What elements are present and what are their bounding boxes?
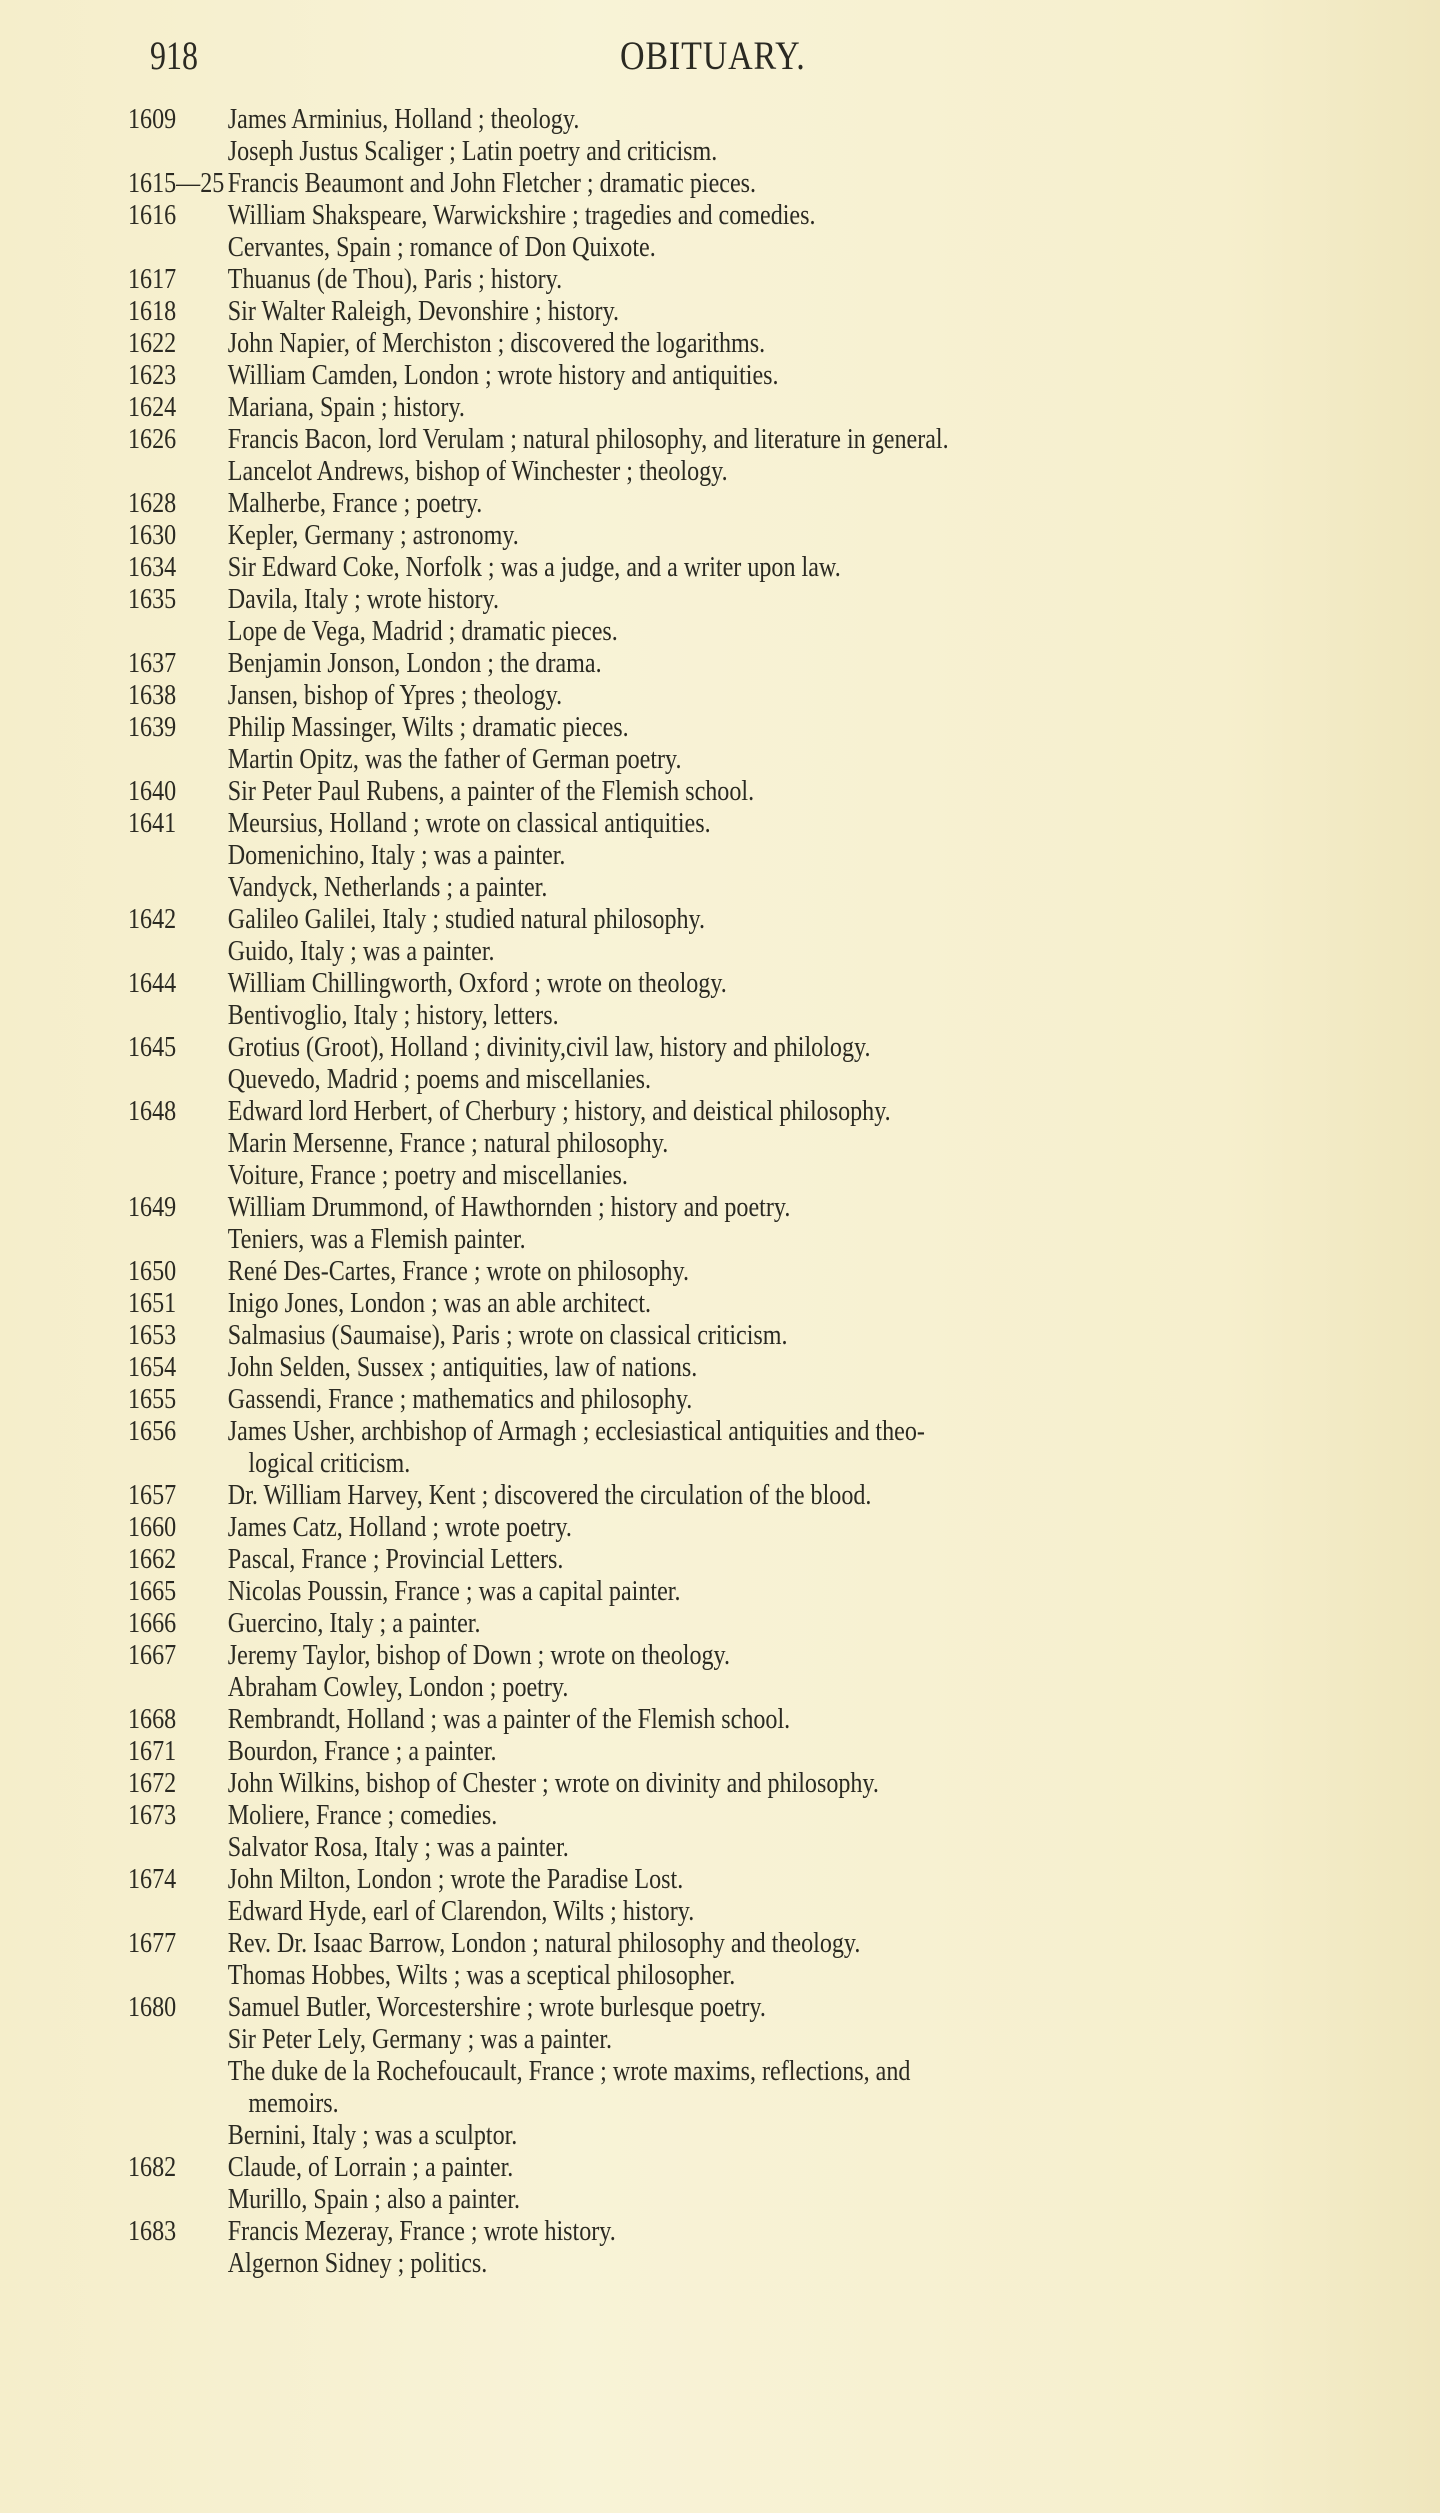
- obituary-entry: [128, 584, 1194, 616]
- obituary-entry: [128, 744, 1194, 776]
- entry-year: 1645: [128, 1032, 177, 1063]
- entry-text: Voiture, France ; poetry and miscellanies.: [227, 1160, 628, 1191]
- entry-year: 1680: [128, 1992, 177, 2023]
- entry-text: John Wilkins, bishop of Chester ; wrote on divinity and philosophy.: [227, 1768, 879, 1799]
- entry-text: Cervantes, Spain ; romance of Don Quixote.: [227, 232, 656, 263]
- entry-text: Edward Hyde, earl of Clarendon, Wilts ; history.: [227, 1896, 695, 1927]
- entry-text: Davila, Italy ; wrote history.: [227, 584, 500, 615]
- entry-text: William Camden, London ; wrote history and antiquities.: [227, 360, 779, 391]
- obituary-entry: [128, 2216, 1194, 2248]
- entry-text: Sir Edward Coke, Norfolk ; was a judge, and a writer upon law.: [227, 552, 841, 583]
- entry-text: Meursius, Holland ; wrote on classical antiquities.: [227, 808, 711, 839]
- obituary-entry: [128, 2056, 1194, 2088]
- obituary-entry: [128, 392, 1194, 424]
- obituary-entry: [128, 1384, 1194, 1416]
- entry-year: 1666: [128, 1608, 177, 1639]
- obituary-entry: [128, 1896, 1194, 1928]
- entry-text: Thomas Hobbes, Wilts ; was a sceptical philosopher.: [227, 1960, 736, 1991]
- obituary-entry: [128, 104, 1194, 136]
- obituary-entry: [128, 712, 1194, 744]
- obituary-entry: [128, 1672, 1194, 1704]
- obituary-entry: [128, 1416, 1194, 1448]
- entry-text: Bernini, Italy ; was a sculptor.: [227, 2120, 518, 2151]
- entry-text: Lope de Vega, Madrid ; dramatic pieces.: [227, 616, 618, 647]
- obituary-entry: [128, 680, 1194, 712]
- entry-text: Dr. William Harvey, Kent ; discovered the circulation of the blood.: [227, 1480, 872, 1511]
- entry-year: 1650: [128, 1256, 177, 1287]
- page-header: [150, 32, 1300, 82]
- obituary-entry: [128, 1320, 1194, 1352]
- entry-year: 1644: [128, 968, 177, 999]
- page-number: 918: [150, 33, 198, 78]
- entry-text: Mariana, Spain ; history.: [227, 392, 465, 423]
- entry-text: Guido, Italy ; was a painter.: [227, 936, 495, 967]
- obituary-entry: [128, 776, 1194, 808]
- obituary-entry: [128, 2088, 1194, 2120]
- entry-text: John Napier, of Merchiston ; discovered the logarithms.: [227, 328, 766, 359]
- entry-text: Francis Bacon, lord Verulam ; natural philosophy, and literature in general.: [227, 424, 949, 455]
- entry-year: 1640: [128, 776, 177, 807]
- entry-text: Benjamin Jonson, London ; the drama.: [227, 648, 602, 679]
- entry-text: Salvator Rosa, Italy ; was a painter.: [227, 1832, 569, 1863]
- obituary-entry: [128, 1032, 1194, 1064]
- entry-year: 1671: [128, 1736, 177, 1767]
- obituary-entry: [128, 872, 1194, 904]
- entry-year: 1618: [128, 296, 177, 327]
- obituary-entry: [128, 2184, 1194, 2216]
- entry-text: memoirs.: [248, 2088, 339, 2119]
- obituary-entry: [128, 1160, 1194, 1192]
- entry-text: Claude, of Lorrain ; a painter.: [227, 2152, 514, 2183]
- entry-text: Rembrandt, Holland ; was a painter of the Flemish school.: [227, 1704, 791, 1735]
- entry-text: James Catz, Holland ; wrote poetry.: [227, 1512, 572, 1543]
- entry-text: James Arminius, Holland ; theology.: [227, 104, 580, 135]
- obituary-entry: [128, 2152, 1194, 2184]
- entry-text: Marin Mersenne, France ; natural philosophy.: [227, 1128, 669, 1159]
- entry-text: Samuel Butler, Worcestershire ; wrote burlesque poetry.: [227, 1992, 766, 2023]
- entry-text: Sir Peter Paul Rubens, a painter of the Flemish school.: [227, 776, 755, 807]
- entry-text: Bourdon, France ; a painter.: [227, 1736, 497, 1767]
- entry-year: 1656: [128, 1416, 177, 1447]
- entry-text: Kepler, Germany ; astronomy.: [227, 520, 519, 551]
- entry-year: 1622: [128, 328, 177, 359]
- entry-year: 1672: [128, 1768, 177, 1799]
- obituary-entry: [128, 2120, 1194, 2152]
- entry-text: William Shakspeare, Warwickshire ; tragedies and comedies.: [227, 200, 816, 231]
- obituary-entry: [128, 1736, 1194, 1768]
- obituary-entry: [128, 616, 1194, 648]
- entry-text: Lancelot Andrews, bishop of Winchester ; theology.: [227, 456, 728, 487]
- entry-text: John Selden, Sussex ; antiquities, law of nations.: [227, 1352, 698, 1383]
- obituary-entry: [128, 1864, 1194, 1896]
- entry-text: Francis Beaumont and John Fletcher ; dramatic pieces.: [227, 168, 757, 199]
- obituary-entry: [128, 1800, 1194, 1832]
- obituary-entry: [128, 1576, 1194, 1608]
- obituary-entry: [128, 2248, 1194, 2280]
- obituary-entry: [128, 520, 1194, 552]
- entry-text: Inigo Jones, London ; was an able architect.: [227, 1288, 652, 1319]
- entry-text: logical criticism.: [248, 1448, 411, 1479]
- entry-text: Domenichino, Italy ; was a painter.: [227, 840, 566, 871]
- running-title: OBITUARY.: [620, 33, 806, 78]
- entry-text: Philip Massinger, Wilts ; dramatic pieces.: [227, 712, 629, 743]
- obituary-entry: [128, 1352, 1194, 1384]
- entry-year: 1683: [128, 2216, 177, 2247]
- obituary-entry: [128, 1832, 1194, 1864]
- entry-text: Jansen, bishop of Ypres ; theology.: [227, 680, 563, 711]
- entry-year: 1668: [128, 1704, 177, 1735]
- entry-year: 1662: [128, 1544, 177, 1575]
- entry-text: Vandyck, Netherlands ; a painter.: [227, 872, 548, 903]
- entry-year: 1648: [128, 1096, 177, 1127]
- entry-text: Rev. Dr. Isaac Barrow, London ; natural philosophy and theology.: [227, 1928, 861, 1959]
- entry-text: Sir Walter Raleigh, Devonshire ; history.: [227, 296, 620, 327]
- obituary-entry: [128, 552, 1194, 584]
- entry-year: 1654: [128, 1352, 177, 1383]
- obituary-entry: [128, 808, 1194, 840]
- entry-text: Jeremy Taylor, bishop of Down ; wrote on theology.: [227, 1640, 731, 1671]
- obituary-entry: [128, 1224, 1194, 1256]
- obituary-entry: [128, 1640, 1194, 1672]
- obituary-entry: [128, 1448, 1194, 1480]
- entry-year: 1626: [128, 424, 177, 455]
- entry-text: Teniers, was a Flemish painter.: [227, 1224, 526, 1255]
- entry-year: 1655: [128, 1384, 177, 1415]
- entry-year: 1667: [128, 1640, 177, 1671]
- entry-year: 1642: [128, 904, 177, 935]
- entry-year: 1677: [128, 1928, 177, 1959]
- obituary-entry: [128, 1000, 1194, 1032]
- entry-text: Abraham Cowley, London ; poetry.: [227, 1672, 569, 1703]
- entry-year: 1616: [128, 200, 177, 231]
- entry-text: The duke de la Rochefoucault, France ; wrote maxims, reflections, and: [227, 2056, 911, 2087]
- entry-year: 1628: [128, 488, 177, 519]
- obituary-entry: [128, 1992, 1194, 2024]
- entry-year: 1617: [128, 264, 177, 295]
- obituary-entry: [128, 1096, 1194, 1128]
- entry-year: 1653: [128, 1320, 177, 1351]
- entry-text: Pascal, France ; Provincial Letters.: [227, 1544, 564, 1575]
- obituary-entry: [128, 2024, 1194, 2056]
- obituary-entry: [128, 1288, 1194, 1320]
- entry-year: 1615—25: [128, 168, 225, 199]
- entry-year: 1660: [128, 1512, 177, 1543]
- entry-text: Grotius (Groot), Holland ; divinity,civil law, history and philology.: [227, 1032, 871, 1063]
- entry-text: John Milton, London ; wrote the Paradise Lost.: [227, 1864, 684, 1895]
- entry-year: 1630: [128, 520, 177, 551]
- entry-text: Gassendi, France ; mathematics and philosophy.: [227, 1384, 693, 1415]
- entry-year: 1624: [128, 392, 177, 423]
- obituary-entry: [128, 296, 1194, 328]
- entry-text: Algernon Sidney ; politics.: [227, 2248, 488, 2279]
- entry-year: 1674: [128, 1864, 177, 1895]
- obituary-entry: [128, 424, 1194, 456]
- obituary-entry: [128, 936, 1194, 968]
- obituary-entry: [128, 648, 1194, 680]
- obituary-entry: [128, 328, 1194, 360]
- entry-text: Nicolas Poussin, France ; was a capital painter.: [227, 1576, 681, 1607]
- obituary-entry: [128, 1256, 1194, 1288]
- entry-year: 1623: [128, 360, 177, 391]
- entry-year: 1634: [128, 552, 177, 583]
- entry-text: Edward lord Herbert, of Cherbury ; history, and deistical philosophy.: [227, 1096, 891, 1127]
- obituary-entry: [128, 1480, 1194, 1512]
- obituary-entry: [128, 1704, 1194, 1736]
- obituary-entry: [128, 968, 1194, 1000]
- obituary-entry: [128, 1608, 1194, 1640]
- obituary-entry: [128, 904, 1194, 936]
- obituary-entry: [128, 1064, 1194, 1096]
- obituary-entry: [128, 360, 1194, 392]
- entry-text: Moliere, France ; comedies.: [227, 1800, 498, 1831]
- obituary-entry: [128, 168, 1194, 200]
- obituary-entry: [128, 1128, 1194, 1160]
- entry-text: René Des-Cartes, France ; wrote on philosophy.: [227, 1256, 689, 1287]
- entry-text: Quevedo, Madrid ; poems and miscellanies.: [227, 1064, 652, 1095]
- entry-year: 1641: [128, 808, 177, 839]
- entry-text: Murillo, Spain ; also a painter.: [227, 2184, 521, 2215]
- obituary-entry: [128, 488, 1194, 520]
- obituary-entry: [128, 456, 1194, 488]
- entry-year: 1609: [128, 104, 177, 135]
- entry-text: Bentivoglio, Italy ; history, letters.: [227, 1000, 559, 1031]
- obituary-entry: [128, 264, 1194, 296]
- obituary-entry: [128, 232, 1194, 264]
- entry-text: Francis Mezeray, France ; wrote history.: [227, 2216, 616, 2247]
- entry-text: Guercino, Italy ; a painter.: [227, 1608, 481, 1639]
- entry-text: William Drummond, of Hawthornden ; history and poetry.: [227, 1192, 791, 1223]
- obituary-entry: [128, 1928, 1194, 1960]
- entry-year: 1649: [128, 1192, 177, 1223]
- obituary-entry: [128, 840, 1194, 872]
- entry-text: Sir Peter Lely, Germany ; was a painter.: [227, 2024, 613, 2055]
- entry-year: 1665: [128, 1576, 177, 1607]
- entry-text: Salmasius (Saumaise), Paris ; wrote on classical criticism.: [227, 1320, 788, 1351]
- obituary-list: [128, 104, 1368, 2280]
- entry-text: Malherbe, France ; poetry.: [227, 488, 483, 519]
- entry-year: 1638: [128, 680, 177, 711]
- entry-year: 1673: [128, 1800, 177, 1831]
- entry-text: William Chillingworth, Oxford ; wrote on theology.: [227, 968, 727, 999]
- obituary-entry: [128, 1768, 1194, 1800]
- entry-text: Martin Opitz, was the father of German poetry.: [227, 744, 682, 775]
- obituary-entry: [128, 1192, 1194, 1224]
- obituary-entry: [128, 1512, 1194, 1544]
- obituary-entry: [128, 200, 1194, 232]
- entry-text: Galileo Galilei, Italy ; studied natural philosophy.: [227, 904, 706, 935]
- entry-year: 1639: [128, 712, 177, 743]
- obituary-entry: [128, 1544, 1194, 1576]
- entry-year: 1651: [128, 1288, 177, 1319]
- obituary-entry: [128, 1960, 1194, 1992]
- entry-year: 1637: [128, 648, 177, 679]
- entry-year: 1682: [128, 2152, 177, 2183]
- entry-year: 1657: [128, 1480, 177, 1511]
- entry-year: 1635: [128, 584, 177, 615]
- entry-text: James Usher, archbishop of Armagh ; ecclesiastical antiquities and theo-: [227, 1416, 925, 1447]
- obituary-entry: [128, 136, 1194, 168]
- entry-text: Joseph Justus Scaliger ; Latin poetry and criticism.: [227, 136, 718, 167]
- entry-text: Thuanus (de Thou), Paris ; history.: [227, 264, 563, 295]
